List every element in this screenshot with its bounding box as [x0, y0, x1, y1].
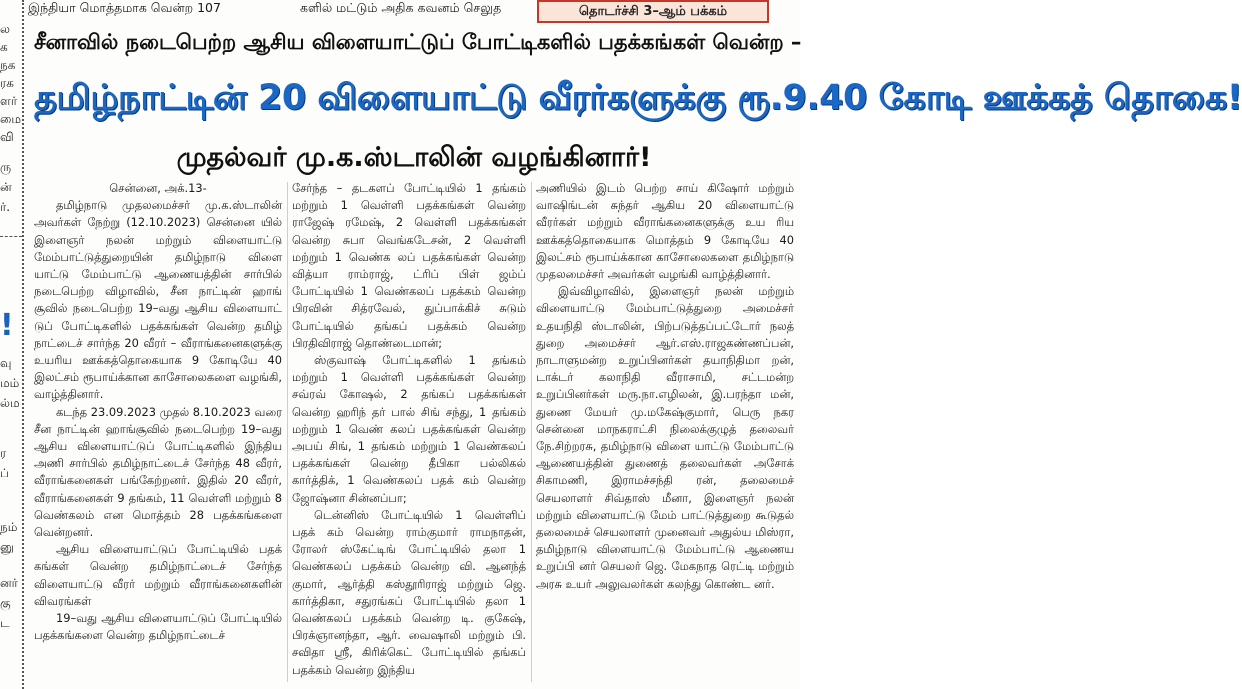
fragment-text: ட: [0, 616, 10, 630]
fragment-text: ரக: [0, 76, 14, 90]
column-divider-dotted: [22, 0, 24, 689]
dateline: சென்னை, அக்.13-: [109, 181, 207, 195]
article-column-2: [292, 180, 526, 680]
article-kicker: சீனாவில் நடைபெற்ற ஆசிய விளையாட்டுப் போட்டிகளில் பதக்கங்கள் வென்ற –: [34, 30, 802, 54]
fragment-text: மம்: [0, 376, 20, 390]
article-paragraph: இவ்விழாவில், இளைஞர் நலன் மற்றும் விளையாட்டு மேம்பாட்டுத்துறை அமைச்சர் உதயநிதி ஸ்டாலின், பிற்படுத்தப்பட்டோர் நலத் துறை அமைச்சர் ஆர்.எஸ்.ராஜகண்ணப்பன், நாடாளுமன்ற உறுப்பினர்கள் தயாநிதிமா றன், டாக்டர் கலாநிதி வீராசாமி, சட்டமன்ற உறுப்பினர்கள் மரு.நா.எழிலன், இ.பரந்தா மன், துணை மேயர் மு.மகேஷ்குமார், பெரு நகர சென்னை மாநகராட்சி நிலைக்குழுத் தலைவர் நே.சிற்றரசு, தமிழ்நாடு விளை யாட்டு மேம்பாட்டு ஆணையத்தின் துணைத் தலைவர்கள் அசோக் சிகாமணி, இராமச்சந்தி ரன், தலைமைச் செயலாளர் சிவ்தாஸ் மீனா, இளைஞர் நலன் மற்றும் விளையாட்டு மேம் பாட்டுத்துறை கூடுதல் தலைமைச் செயலாளர் முனைவர் அதுல்ய மிஸ்ரா, தமிழ்நாடு விளையாட்டு மேம்பாட்டு ஆணைய உறுப்பி னர் செயலர் ஜெ. மேகநாத ரெட்டி மற்றும் அரசு உயர் அலுவலர்கள் கலந்து கொண்ட னர்.: [536, 284, 794, 591]
column-rule: [287, 182, 288, 682]
fragment-text: ர்.: [0, 200, 11, 214]
fragment-text: க: [0, 40, 8, 54]
previous-article-tail-middle: களில் மட்டும் அதிக கவனம் செலுத: [300, 0, 502, 15]
previous-article-tail-left: இந்தியா மொத்தமாக வென்ற 107: [28, 0, 221, 15]
article-paragraph: 19–வது ஆசிய விளையாட்டுப் போட்டியில் பதக்கங்களை வென்ற தமிழ்நாட்டைச்: [34, 611, 282, 643]
fragment-text: ல: [0, 22, 10, 36]
article-paragraph: ஆசிய விளையாட்டுப் போட்டியில் பதக் கங்கள் வென்ற தமிழ்நாட்டைச் சேர்ந்த விளையாட்டு வீரர் மற்றும் வீராங்கனைகளின் விவரங்கள்: [34, 542, 282, 608]
article-paragraph: ஸ்குவாஷ் போட்டிகளில் 1 தங்கம் மற்றும் 1 வெள்ளி பதக்கங்கள் வென்ற சவ்ரவ் கோஷல், 2 தங்கப் பதக்கங்கள் வென்ற ஹரிந் தர் பால் சிங் சந்து, 1 தங்கம் மற்றும் 1 வெண் கலப் பதக்கங்கள் வென்ற அபய் சிங், 1 தங்கம் மற்றும் 1 வெண்கலப் பதக்கங்கள் வென்ற தீபிகா பல்லிகல் கார்த்திக், 1 வெண்கலப் பதக் கம் வென்ற ஜோஷ்னா சின்னப்பா;: [292, 353, 526, 505]
fragment-text: ரு: [0, 160, 12, 174]
fragment-text: வு: [0, 356, 12, 370]
column-rule: [531, 182, 532, 682]
article-paragraph: தமிழ்நாடு முதலமைச்சர் மு.க.ஸ்டாலின் அவர்கள் நேற்று (12.10.2023) சென்னை யில் இளைஞர் நலன் மற்றும் விளையாட்டு மேம்பாட்டுத்துறையின் தமிழ்நாடு விளை யாட்டு மேம்பாட்டு ஆணையத்தின் சார்பில் நடைபெற்ற விழாவில், சீன நாட்டின் ஹாங் சூவில் நடைபெற்ற 19–வது ஆசிய விளையாட் டுப் போட்டிகளில் பதக்கங்கள் வென்ற தமிழ் நாட்டைச் சார்ந்த 20 வீரர் – வீராங்கனைகளுக்கு உயரிய ஊக்கத்தொகையாக 9 கோடியே 40 இலட்சம் ரூபாய்க்கான காசோலைகளை வழங்கி, வாழ்த்தினார்.: [34, 198, 282, 402]
article-paragraph: டென்னிஸ் போட்டியில் 1 வெள்ளிப் பதக் கம் வென்ற ராம்குமார் ராமநாதன், ரோலர் ஸ்கேட்டிங் போட்டியில் தலா 1 வெண்கலப் பதக்கம் வென்ற வி. ஆனந்த் குமார், ஆர்த்தி கஸ்தூரிராஜ் மற்றும் ஜெ. கார்த்திகா, சதுரங்கப் போட்டியில் தலா 1 வெண்கலப் பதக்கம் வென்ற டி. குகேஷ், பிரக்ஞானந்தா, ஆர். வைஷாலி மற்றும் பி. சவிதா ஸ்ரீ, கிரிக்கெட் போட்டியில் தங்கப் பதக்கம் வென்ற இந்திய: [292, 507, 526, 677]
article-subheadline: முதல்வர் மு.க.ஸ்டாலின் வழங்கினார்!: [176, 142, 652, 173]
fragment-text: ன்: [0, 180, 12, 194]
fragment-divider: [0, 236, 22, 237]
article-paragraph: கடந்த 23.09.2023 முதல் 8.10.2023 வரை சீன நாட்டின் ஹாங்சூவில் நடைபெற்ற 19–வது ஆசிய விளையாட்டுப் போட்டிகளில் இந்திய அணி சார்பில் தமிழ்நாட்டைச் சேர்ந்த 48 வீரர், வீராங்கனைகள் பங்கேற்றனர். இதில் 20 வீரர், வீராங்கனைகள் 9 தங்கம், 11 வெள்ளி மற்றும் 8 வெண்கலம் என மொத்தம் 28 பதக்கங்களை வென்றனர்.: [34, 404, 282, 540]
fragment-text: ர: [0, 446, 7, 460]
fragment-text: வி: [0, 130, 14, 144]
fragment-text: ப்: [0, 466, 9, 480]
continued-on-page-box: தொடர்ச்சி 3–ஆம் பக்கம்: [537, 0, 769, 23]
fragment-text: மை: [0, 112, 22, 126]
adjacent-column-fragment: [0, 0, 22, 689]
article-paragraph: அணியில் இடம் பெற்ற சாய் கிஷோர் மற்றும் வாஷிங்டன் சுந்தர் ஆகிய 20 விளையாட்டு வீரர்கள் மற்றும் வீராங்கனைகளுக்கு உய ரிய ஊக்கத்தொகையாக மொத்தம் 9 கோடியே 40 இலட்சம் ரூபாய்க்கான காசோலைகளை தமிழ்நாடு முதலமைச்சர் அவர்கள் வழங்கி வாழ்த்தினார்.: [536, 181, 794, 282]
article-column-3: [536, 180, 794, 680]
article-paragraph: சேர்ந்த – தடகளப் போட்டியில் 1 தங்கம் மற்றும் 1 வெள்ளி பதக்கங்கள் வென்ற ராஜேஷ் ரமேஷ், 2 வெள்ளி பதக்கங்கள் வென்ற சுபா வெங்கடேசன், 2 வெள்ளி மற்றும் 1 வெண்க லப் பதக்கங்கள் வென்ற வித்யா ராம்ராஜ், ட்ரிப் பிள் ஜம்ப் போட்டியில் 1 வெண்கலப் பதக்கம் வென்ற பிரவின் சித்ரவேல், துப்பாக்கிச் சுடும் போட்டியில் தங்கப் பதக்கம் வென்ற பிரதிவிராஜ் தொண்டைமான்;: [292, 181, 526, 350]
fragment-text: நக: [0, 58, 16, 72]
fragment-text: கு: [0, 596, 11, 610]
fragment-text: ல்ம: [0, 396, 20, 410]
fragment-text: நம்: [0, 520, 18, 534]
fragment-text: னு: [0, 540, 14, 554]
fragment-text: னர்: [0, 576, 18, 590]
fragment-text: ளர்: [0, 94, 18, 108]
fragment-exclamation: !: [0, 308, 14, 343]
article-column-1: [34, 180, 282, 680]
article-headline: தமிழ்நாட்டின் 20 விளையாட்டு வீரர்களுக்கு ரூ.9.40 கோடி ஊக்கத் தொகை!: [34, 78, 1242, 118]
